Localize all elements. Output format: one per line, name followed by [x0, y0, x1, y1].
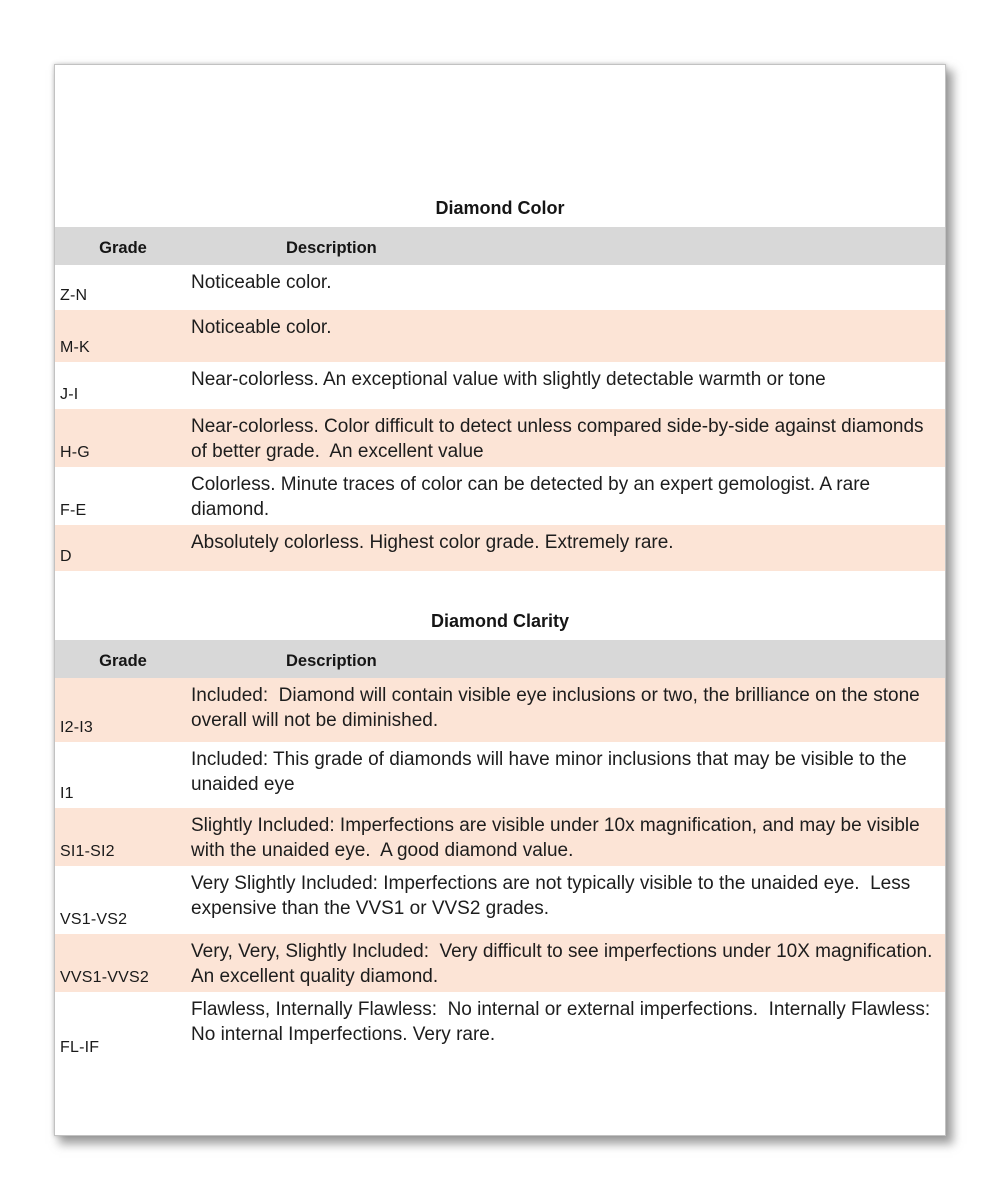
table-title: Diamond Clarity: [430, 611, 570, 631]
grade-cell: I1: [60, 785, 74, 802]
table-row: [55, 265, 945, 310]
table-row: [55, 678, 945, 742]
grade-column-header: Grade: [99, 239, 147, 257]
table-row: [55, 467, 945, 525]
document-page: [54, 64, 946, 1136]
grade-cell: VVS1-VVS2: [60, 969, 149, 986]
description-cell: Very, Very, Slightly Included: Very difficult to see imperfections under 10X magnification. An excellent quality diamond.: [191, 941, 942, 987]
grade-cell: SI1-SI2: [60, 843, 115, 860]
description-cell: Absolutely colorless. Highest color grade. Extremely rare.: [191, 532, 674, 553]
description-cell: Colorless. Minute traces of color can be detected by an expert gemologist. A rare diamond.: [191, 474, 876, 520]
grade-cell: I2-I3: [60, 719, 94, 736]
table-row: [55, 409, 945, 467]
grade-cell: D: [60, 548, 72, 565]
description-cell: Noticeable color.: [191, 317, 332, 338]
description-cell: Noticeable color.: [191, 272, 332, 293]
grade-cell: M-K: [60, 339, 90, 356]
table-row: [55, 866, 945, 934]
grade-cell: F-E: [60, 502, 87, 519]
description-cell: Near-colorless. An exceptional value with slightly detectable warmth or tone: [191, 369, 826, 390]
grade-column-header: Grade: [99, 652, 147, 670]
table-row: [55, 808, 945, 866]
grade-cell: H-G: [60, 444, 90, 461]
table-body: [55, 678, 945, 1062]
table-body: [55, 265, 945, 571]
diamond-color-section: [55, 197, 945, 571]
table-row: [55, 992, 945, 1062]
table-row: [55, 310, 945, 362]
description-cell: Flawless, Internally Flawless: No internal or external imperfections. Internally Flawless: No internal Imperfections. Very rare.: [191, 999, 941, 1045]
table-row: [55, 525, 945, 571]
grade-cell: J-I: [60, 386, 79, 403]
table-row: [55, 934, 945, 992]
description-cell: Slightly Included: Imperfections are visible under 10x magnification, and may be visible with the unaided eye. A good diamond value.: [191, 815, 925, 861]
description-cell: Near-colorless. Color difficult to detect unless compared side-by-side against diamonds of better grade. An excellent value: [191, 416, 929, 462]
description-cell: Included: This grade of diamonds will have minor inclusions that may be visible to the unaided eye: [191, 749, 912, 795]
table-header-row: [55, 227, 945, 265]
description-column-header: Description: [286, 652, 377, 670]
table-header-row: [55, 640, 945, 678]
grade-cell: FL-IF: [60, 1039, 100, 1056]
table-row: [55, 362, 945, 409]
description-cell: Included: Diamond will contain visible eye inclusions or two, the brilliance on the stone overall will not be diminished.: [191, 685, 926, 731]
table-title: Diamond Color: [435, 198, 565, 218]
diamond-clarity-section: [55, 610, 945, 1062]
grade-cell: Z-N: [60, 287, 88, 304]
description-column-header: Description: [286, 239, 377, 257]
grade-cell: VS1-VS2: [60, 911, 128, 928]
table-row: [55, 742, 945, 808]
description-cell: Very Slightly Included: Imperfections are not typically visible to the unaided eye. Less expensive than the VVS1 or VVS2 grades.: [191, 873, 916, 919]
